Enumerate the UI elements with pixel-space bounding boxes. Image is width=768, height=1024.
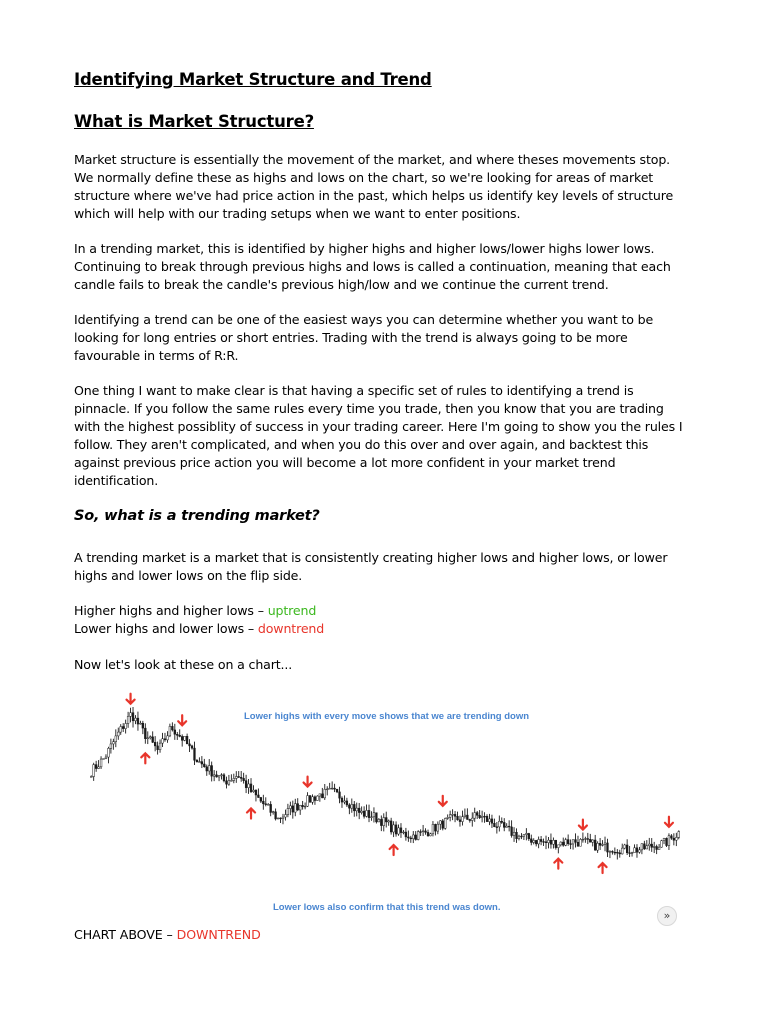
- candle-body: [464, 815, 466, 817]
- candle-body: [609, 851, 611, 852]
- candle-body: [575, 840, 577, 843]
- candle-body: [351, 804, 353, 808]
- candle-body: [543, 842, 545, 843]
- candle-body: [206, 767, 208, 771]
- candle-body: [238, 777, 240, 778]
- uptrend-label: uptrend: [267, 603, 317, 618]
- candle-body: [149, 737, 151, 738]
- candle-body: [501, 821, 503, 822]
- candle-body: [548, 840, 550, 843]
- candle-body: [137, 718, 139, 724]
- candle-body: [577, 842, 579, 846]
- text-line: pinnacle. If you follow the same rules every time you trade, then you know that you are trading: [74, 400, 664, 416]
- candle-body: [169, 726, 171, 735]
- candle-body: [444, 818, 446, 828]
- candle-body: [641, 844, 643, 850]
- candle-body: [358, 808, 360, 812]
- candle-body: [420, 832, 422, 833]
- candle-body: [368, 810, 370, 817]
- candle-body: [144, 728, 146, 739]
- candle-body: [584, 839, 586, 840]
- candle-body: [545, 842, 547, 843]
- candle-body: [312, 797, 314, 802]
- text-line: with the highest possiblity of success in your trading career. Here I'm going to show you the rules I: [74, 418, 683, 434]
- candle-body: [267, 804, 269, 805]
- candle-body: [385, 818, 387, 822]
- candle-body: [643, 844, 645, 849]
- swing-low-arrow-icon: [599, 863, 607, 873]
- candle-body: [434, 824, 436, 831]
- candle-body: [528, 833, 530, 838]
- candle-body: [98, 767, 100, 769]
- candle-body: [164, 739, 166, 740]
- candle-body: [235, 777, 237, 779]
- candle-body: [594, 840, 596, 850]
- chart-caption: [74, 927, 261, 942]
- candle-body: [162, 739, 164, 743]
- candle-body: [253, 790, 255, 792]
- candle-body: [174, 730, 176, 734]
- uptrend-prefix: Higher highs and higher lows –: [74, 603, 268, 618]
- candle-body: [516, 832, 518, 838]
- candle-body: [533, 840, 535, 842]
- candle-body: [228, 780, 230, 784]
- candle-body: [486, 816, 488, 821]
- candle-body: [243, 778, 245, 780]
- next-page-icon[interactable]: »: [657, 906, 677, 926]
- candle-body: [469, 819, 471, 820]
- text-line: One thing I want to make clear is that having a specific set of rules to identifying a trend is: [74, 383, 634, 398]
- candles: [90, 707, 679, 860]
- candle-body: [90, 776, 92, 777]
- candle-body: [407, 837, 409, 838]
- candle-body: [250, 784, 252, 792]
- candle-body: [614, 852, 616, 853]
- candle-body: [196, 760, 198, 762]
- candle-body: [115, 736, 117, 742]
- candle-body: [272, 812, 274, 813]
- candle-body: [171, 726, 173, 730]
- candle-body: [400, 828, 402, 833]
- candle-body: [508, 826, 510, 827]
- candle-body: [130, 713, 132, 717]
- candle-body: [616, 852, 618, 853]
- candle-body: [167, 736, 169, 740]
- candle-body: [282, 817, 284, 819]
- candle-body: [466, 815, 468, 819]
- candle-body: [398, 828, 400, 834]
- candle-body: [410, 838, 412, 839]
- paragraph-2: [74, 240, 704, 294]
- candle-body: [557, 845, 559, 848]
- candle-body: [597, 843, 599, 850]
- candle-body: [336, 789, 338, 792]
- candle-body: [552, 840, 554, 844]
- candle-body: [248, 784, 250, 788]
- downtrend-label: downtrend: [257, 620, 325, 636]
- caption-prefix: CHART ABOVE –: [74, 927, 177, 942]
- candle-body: [560, 842, 562, 845]
- swing-low-arrow-icon: [141, 753, 149, 763]
- candle-body: [201, 762, 203, 764]
- candle-body: [668, 836, 670, 846]
- candle-body: [489, 819, 491, 822]
- candle-body: [653, 847, 655, 848]
- paragraph-4: [74, 382, 704, 489]
- candle-body: [479, 815, 481, 817]
- candle-body: [538, 839, 540, 843]
- downtrend-line: [74, 620, 704, 638]
- candle-body: [287, 809, 289, 815]
- candle-body: [666, 838, 668, 845]
- candle-body: [454, 814, 456, 816]
- text-line: which will help with our trading setups when we want to enter positions.: [74, 205, 521, 221]
- annotation-lower-highs: Lower highs with every move shows that we are trending down: [244, 711, 530, 722]
- swing-high-arrow-icon: [304, 777, 312, 787]
- candle-body: [321, 794, 323, 798]
- candle-body: [390, 821, 392, 832]
- candle-body: [181, 736, 183, 740]
- candle-body: [270, 804, 272, 812]
- candle-body: [366, 810, 368, 816]
- candle-body: [422, 831, 424, 832]
- candle-body: [240, 777, 242, 778]
- candle-body: [449, 815, 451, 818]
- candle-body: [329, 788, 331, 789]
- candle-body: [108, 748, 110, 757]
- text-line: highs and lower lows on the flip side.: [74, 567, 303, 583]
- candle-body: [626, 845, 628, 853]
- candle-body: [265, 804, 267, 805]
- candle-body: [518, 836, 520, 839]
- candle-body: [316, 796, 318, 800]
- candle-body: [309, 796, 311, 803]
- candle-body: [511, 827, 513, 836]
- uptrend-line: [74, 602, 704, 620]
- candle-body: [491, 819, 493, 823]
- candle-body: [371, 817, 373, 818]
- candle-body: [213, 775, 215, 776]
- candle-body: [186, 736, 188, 744]
- candle-body: [395, 825, 397, 834]
- candle-body: [93, 765, 95, 777]
- candle-body: [112, 742, 114, 744]
- candle-body: [307, 796, 309, 807]
- candle-body: [346, 801, 348, 805]
- candle-body: [226, 781, 228, 784]
- annotation-lower-lows: Lower lows also confirm that this trend was down.: [273, 902, 501, 913]
- candle-body: [678, 832, 680, 838]
- candle-body: [661, 841, 663, 848]
- swing-high-arrow-icon: [127, 694, 135, 704]
- candle-body: [447, 817, 449, 818]
- candle-body: [319, 794, 321, 796]
- chart-intro: [74, 656, 704, 674]
- candle-body: [425, 831, 427, 832]
- candle-body: [656, 847, 658, 850]
- candle-body: [619, 853, 621, 854]
- candle-body: [294, 804, 296, 812]
- candle-body: [457, 816, 459, 820]
- candle-body: [179, 735, 181, 736]
- candle-body: [326, 789, 328, 790]
- candle-body: [198, 762, 200, 763]
- candle-body: [405, 832, 407, 837]
- swing-low-arrow-icon: [554, 859, 562, 869]
- candle-body: [415, 835, 417, 840]
- candle-body: [555, 840, 557, 847]
- candle-body: [245, 781, 247, 788]
- candle-body: [587, 839, 589, 840]
- candle-body: [339, 792, 341, 798]
- candle-body: [582, 839, 584, 840]
- candle-body: [589, 839, 591, 842]
- candle-body: [191, 746, 193, 748]
- candle-body: [432, 824, 434, 834]
- candle-body: [634, 848, 636, 853]
- candle-body: [648, 844, 650, 846]
- candle-body: [233, 778, 235, 780]
- candle-body: [117, 732, 119, 736]
- candle-body: [636, 848, 638, 852]
- candle-body: [289, 806, 291, 809]
- text-line: identification.: [74, 472, 159, 488]
- candle-body: [673, 838, 675, 840]
- candle-body: [139, 723, 141, 724]
- candle-body: [159, 743, 161, 750]
- candle-body: [521, 836, 523, 837]
- candle-body: [157, 746, 159, 750]
- text-line: We normally define these as highs and lows on the chart, so we're looking for areas of market: [74, 169, 654, 185]
- candle-body: [100, 759, 102, 767]
- candle-body: [599, 843, 601, 845]
- candle-body: [147, 738, 149, 739]
- candle-body: [602, 844, 604, 845]
- candle-body: [324, 789, 326, 798]
- text-line: Market structure is essentially the movement of the market, and where theses movements stop.: [74, 152, 671, 167]
- candle-body: [565, 840, 567, 846]
- text-line: structure where we've had price action in the past, which helps us identify key levels of structure: [74, 187, 674, 203]
- swing-high-arrow-icon: [579, 820, 587, 830]
- caption-label: DOWNTREND: [176, 927, 261, 942]
- candle-body: [471, 818, 473, 820]
- candle-body: [380, 819, 382, 825]
- candle-body: [218, 776, 220, 777]
- candle-body: [498, 821, 500, 827]
- paragraph-5: [74, 549, 704, 585]
- candle-body: [452, 814, 454, 815]
- candle-body: [437, 824, 439, 831]
- candle-body: [621, 848, 623, 854]
- candle-body: [103, 759, 105, 760]
- candle-body: [670, 836, 672, 838]
- candle-body: [604, 843, 606, 844]
- candle-body: [567, 840, 569, 844]
- candle-body: [378, 819, 380, 822]
- candle-body: [442, 821, 444, 828]
- candle-body: [341, 798, 343, 802]
- candle-body: [152, 737, 154, 743]
- candle-body: [427, 832, 429, 835]
- text-line: favourable in terms of R:R.: [74, 347, 239, 363]
- candle-body: [388, 821, 390, 822]
- candle-body: [412, 835, 414, 839]
- candle-body: [285, 815, 287, 817]
- candle-body: [611, 851, 613, 852]
- candle-body: [176, 734, 178, 735]
- candle-body: [403, 832, 405, 833]
- candle-body: [513, 832, 515, 835]
- candle-body: [262, 801, 264, 804]
- paragraph-3: [74, 311, 704, 365]
- candle-body: [194, 748, 196, 760]
- candle-body: [216, 775, 218, 777]
- text-line: Identifying a trend can be one of the easiest ways you can determine whether you want to be: [74, 312, 654, 327]
- candle-body: [132, 713, 134, 721]
- candle-body: [184, 736, 186, 740]
- candle-body: [292, 806, 294, 812]
- candle-body: [142, 723, 144, 728]
- candle-body: [580, 839, 582, 846]
- candle-body: [523, 835, 525, 837]
- candle-body: [493, 823, 495, 827]
- candle-body: [663, 838, 665, 840]
- candle-body: [550, 840, 552, 844]
- candle-body: [651, 844, 653, 847]
- candle-body: [127, 716, 129, 723]
- candle-body: [530, 839, 532, 843]
- paragraph-1: [74, 151, 704, 223]
- candle-body: [203, 764, 205, 767]
- candle-body: [230, 780, 232, 781]
- candle-body: [95, 765, 97, 769]
- text-line: Now let's look at these on a chart...: [74, 657, 293, 672]
- candle-body: [383, 818, 385, 826]
- candle-body: [122, 727, 124, 729]
- candle-body: [631, 853, 633, 854]
- candle-body: [189, 744, 191, 746]
- candle-body: [373, 813, 375, 817]
- text-line: A trending market is a market that is consistently creating higher lows and higher lows, or lower: [74, 550, 668, 565]
- candle-body: [255, 790, 257, 795]
- section-heading-market-structure: What is Market Structure?: [74, 112, 314, 131]
- candle-body: [154, 742, 156, 746]
- candle-body: [257, 795, 259, 798]
- text-line: Continuing to break through previous highs and lows is called a continuation, meaning that each: [74, 258, 671, 274]
- candle-body: [260, 797, 262, 801]
- candle-body: [481, 816, 483, 818]
- candle-body: [363, 811, 365, 816]
- candle-body: [361, 811, 363, 812]
- candle-body: [135, 718, 137, 721]
- candle-body: [125, 724, 127, 729]
- section-heading-trending-market: So, what is a trending market?: [74, 508, 320, 524]
- swing-low-arrow-icon: [390, 845, 398, 855]
- candle-body: [430, 834, 432, 836]
- document-title: Identifying Market Structure and Trend: [74, 70, 432, 89]
- candle-body: [562, 842, 564, 845]
- candle-body: [639, 850, 641, 852]
- candle-body: [484, 816, 486, 817]
- candle-body: [506, 826, 508, 827]
- candle-body: [110, 744, 112, 748]
- candle-body: [304, 806, 306, 807]
- candle-body: [353, 804, 355, 810]
- text-line: looking for long entries or short entries. Trading with the trend is always going to be more: [74, 329, 628, 345]
- swing-high-arrow-icon: [665, 817, 673, 827]
- text-line: candle fails to break the candle's previous high/low and we continue the current trend.: [74, 276, 609, 292]
- candle-body: [592, 840, 594, 842]
- candle-body: [223, 775, 225, 781]
- candle-body: [462, 817, 464, 822]
- swing-low-arrow-icon: [247, 808, 255, 818]
- candle-body: [525, 833, 527, 834]
- candle-body: [496, 827, 498, 828]
- text-line: against previous price action you will become a lot more confident in your market trend: [74, 454, 616, 470]
- candle-body: [297, 804, 299, 810]
- candle-body: [607, 843, 609, 852]
- candle-body: [570, 844, 572, 845]
- candle-body: [299, 805, 301, 810]
- downtrend-chart: [84, 680, 694, 920]
- candle-body: [393, 825, 395, 832]
- candle-body: [629, 853, 631, 854]
- candle-body: [344, 801, 346, 802]
- candle-body: [675, 837, 677, 840]
- candle-body: [572, 840, 574, 844]
- candle-body: [535, 840, 537, 843]
- candle-body: [331, 788, 333, 789]
- text-line: In a trending market, this is identified by higher highs and higher lows/lower highs lower lows.: [74, 241, 655, 256]
- candle-body: [211, 766, 213, 777]
- candle-body: [314, 797, 316, 801]
- candle-body: [348, 805, 350, 808]
- candle-body: [356, 808, 358, 811]
- candle-body: [334, 788, 336, 789]
- candle-body: [476, 813, 478, 816]
- candle-body: [624, 845, 626, 848]
- text-line: follow. They aren't complicated, and when you do this over and over again, and backtest this: [74, 436, 649, 452]
- downtrend-prefix: Lower highs and lower lows –: [74, 620, 258, 636]
- candle-body: [375, 813, 377, 822]
- swing-high-arrow-icon: [439, 796, 447, 806]
- candle-body: [208, 766, 210, 771]
- candle-body: [540, 839, 542, 841]
- candle-body: [280, 818, 282, 819]
- candle-body: [658, 847, 660, 849]
- candle-body: [417, 832, 419, 840]
- candle-body: [439, 821, 441, 824]
- candle-body: [503, 822, 505, 827]
- candle-body: [275, 812, 277, 819]
- candle-body: [277, 818, 279, 819]
- candle-body: [646, 846, 648, 849]
- candle-body: [459, 820, 461, 822]
- candle-body: [302, 805, 304, 806]
- swing-high-arrow-icon: [178, 715, 186, 725]
- trend-definitions: [74, 602, 704, 638]
- candle-body: [120, 727, 122, 733]
- candle-body: [221, 775, 223, 776]
- candle-body: [474, 813, 476, 819]
- candle-body: [105, 757, 107, 758]
